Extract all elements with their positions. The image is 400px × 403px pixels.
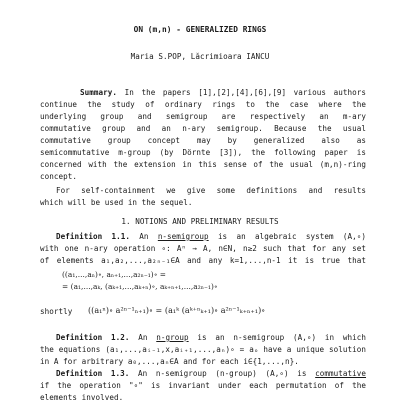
def12-line-2: the equations (a₁,...,aᵢ₋₁,x,aᵢ₊₁,...,aₙ)∘ = aₒ have a unique solution — [40, 345, 366, 354]
def11-label: Definition 1.1. — [56, 232, 130, 241]
def11-term: n-semigroup — [157, 232, 209, 241]
def11-line-2: with one n-ary operation ∘: Aⁿ → A, n∈N, n≥2 such that for any set — [40, 244, 366, 253]
def13-line-1: Definition 1.3. An n-semigroup (n-group) (A,∘) is commutative — [56, 369, 367, 378]
def11-line-1: Definition 1.1. An n-semigroup is an algebraic system (A,∘) — [56, 232, 366, 241]
summary-line-2: continue the study of ordinary rings to the case where the — [40, 100, 366, 109]
summary-line-5: commutative group concept may by generalized also as — [40, 136, 366, 145]
authors: Maria S.POP, Lăcrimioara IANCU — [130, 52, 270, 61]
def12-line-1: Definition 1.2. An n-group is an n-semigroup (A,∘) in which — [56, 333, 366, 342]
def13-label: Definition 1.3. — [56, 369, 130, 378]
def11-formula-2: = (a₁,...,aₖ, (aₖ₊₁,...,aₖ₊ₙ)∘, aₖ₊ₙ₊₁,...,a₂ₙ₋₁)∘ — [62, 282, 218, 291]
summary-line-1: Summary. In the papers [1],[2],[4],[6],[9] various authors — [80, 88, 366, 97]
summary-line-6: semicommutative m-group (by Dörnte [3]), the following paper is — [40, 148, 366, 157]
def11-shortly-formula: ((a₁ⁿ)∘ a²ⁿ⁻¹ₙ₊₁)∘ = (a₁ᵏ (aᵏ⁺ⁿₖ₊₁)∘ a²ⁿ⁻¹ₖ₊ₙ₊₁)∘ — [88, 306, 266, 315]
def12-term: n-group — [156, 333, 189, 342]
intro-line-2: which will be used in the sequel. — [40, 198, 193, 207]
def11-shortly-label: shortly — [40, 307, 73, 316]
summary-line-8: concept. — [40, 172, 77, 181]
paper-title: ON (m,n) - GENERALIZED RINGS — [133, 25, 267, 34]
def11-formula-1: ((a₁,...,aₙ)∘, aₙ₊₁,...,a₂ₙ₋₁)∘ = — [62, 270, 167, 279]
section-title: 1. NOTIONS AND PRELIMINARY RESULTS — [121, 217, 279, 226]
summary-line-7: concerned with the extension in this sense of the usual (m,n)-ring — [40, 160, 366, 169]
summary-line-4: commutative group and an n-ary semigroup. Because the usual — [40, 124, 366, 133]
def13-line-2: if the operation "∘" is invariant under each permutation of the — [40, 381, 366, 390]
def13-term: commutative — [315, 369, 367, 378]
summary-line-3: underlying group and semigroup are respectively an m-ary — [40, 112, 366, 121]
summary-label: Summary. — [80, 88, 117, 97]
intro-line-1: For self-containment we give some definitions and results — [56, 186, 366, 195]
def12-label: Definition 1.2. — [56, 333, 130, 342]
def13-line-3: elements involved. — [40, 393, 124, 402]
def11-line-3: of elements a₁,a₂,...,a₂ₙ₋₁∈A and any k=1,...,n-1 it is true that — [40, 256, 366, 265]
def12-line-3: in A for arbitrary a₀,...,aₙ∈A and for each i∈{1,...,n}. — [40, 357, 299, 366]
